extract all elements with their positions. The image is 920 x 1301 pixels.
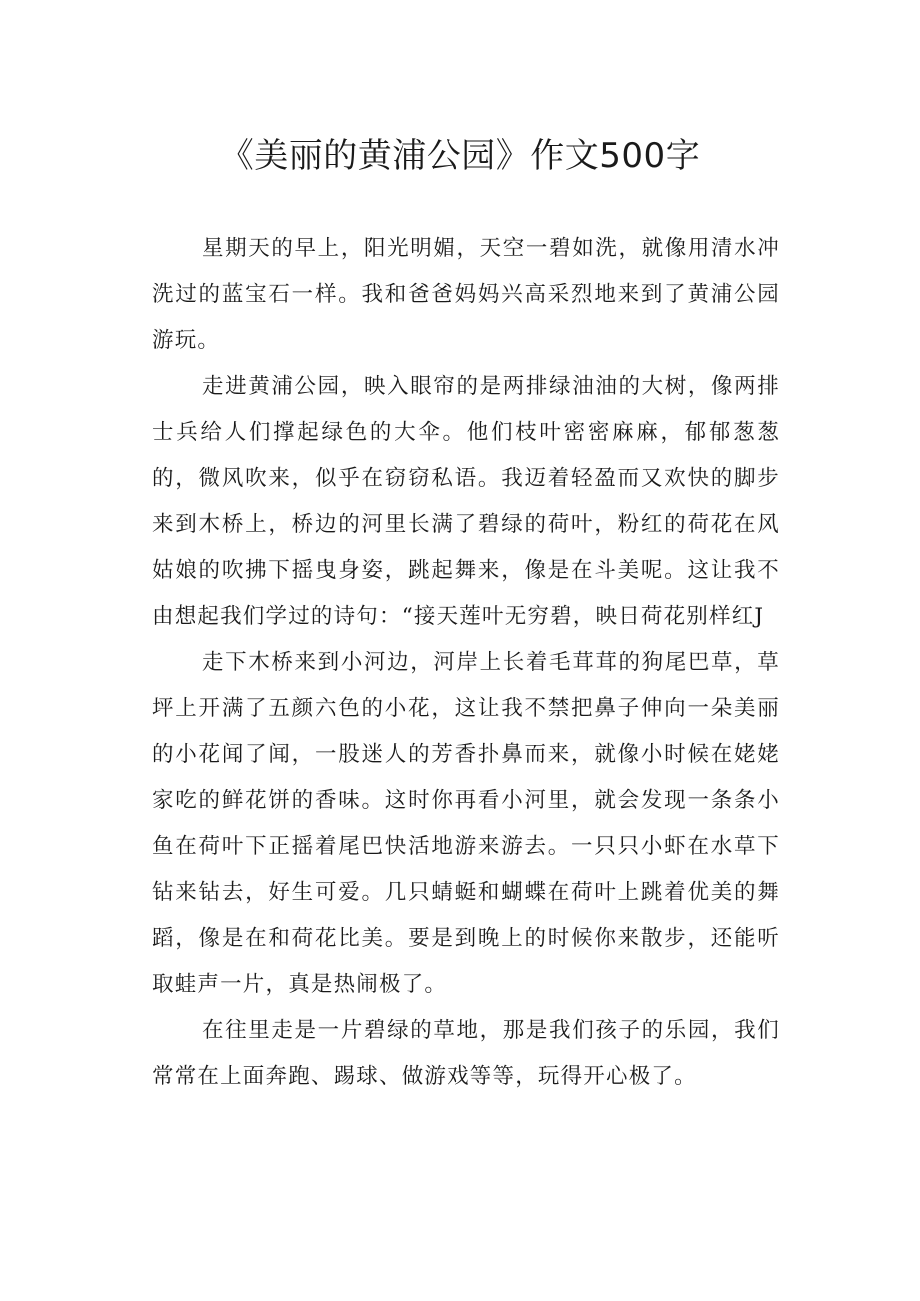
paragraph-1: 星期天的早上，阳光明媚，天空一碧如洗，就像用清水冲洗过的蓝宝石一样。我和爸爸妈妈兴高采烈地来到了黄浦公园游玩。 bbox=[152, 236, 780, 353]
paragraph-2: 走进黄浦公园，映入眼帘的是两排绿油油的大树，像两排士兵给人们撑起绿色的大伞。他们枝叶密密麻麻，郁郁葱葱的，微风吹来，似乎在窃窃私语。我迈着轻盈而又欢快的脚步来到木桥上，桥边的河里长满了碧绿的荷叶，粉红的荷花在风姑娘的吹拂下摇曳身姿，跳起舞来，像是在斗美呢。这让我不由想起我们学过的诗句：“接天莲叶无穷碧，映日荷花别样红J bbox=[152, 374, 780, 629]
paragraph-4: 在往里走是一片碧绿的草地，那是我们孩子的乐园，我们常常在上面奔跑、踢球、做游戏等等，玩得开心极了。 bbox=[152, 1018, 780, 1089]
paragraph-3: 走下木桥来到小河边，河岸上长着毛茸茸的狗尾巴草，草坪上开满了五颜六色的小花，这让我不禁把鼻子伸向一朵美丽的小花闻了闻，一股迷人的芳香扑鼻而来，就像小时候在姥姥家吃的鲜花饼的香味。这时你再看小河里，就会发现一条条小鱼在荷叶下正摇着尾巴快活地游来游去。一只只小虾在水草下钻来钻去，好生可爱。几只蜻蜓和蝴蝶在荷叶上跳着优美的舞蹈，像是在和荷花比美。要是到晚上的时候你来散步，还能听取蛙声一片，真是热闹极了。 bbox=[152, 650, 780, 997]
document-title: 《美丽的黄浦公园》作文500字 bbox=[219, 136, 701, 176]
document-body bbox=[152, 226, 780, 1100]
